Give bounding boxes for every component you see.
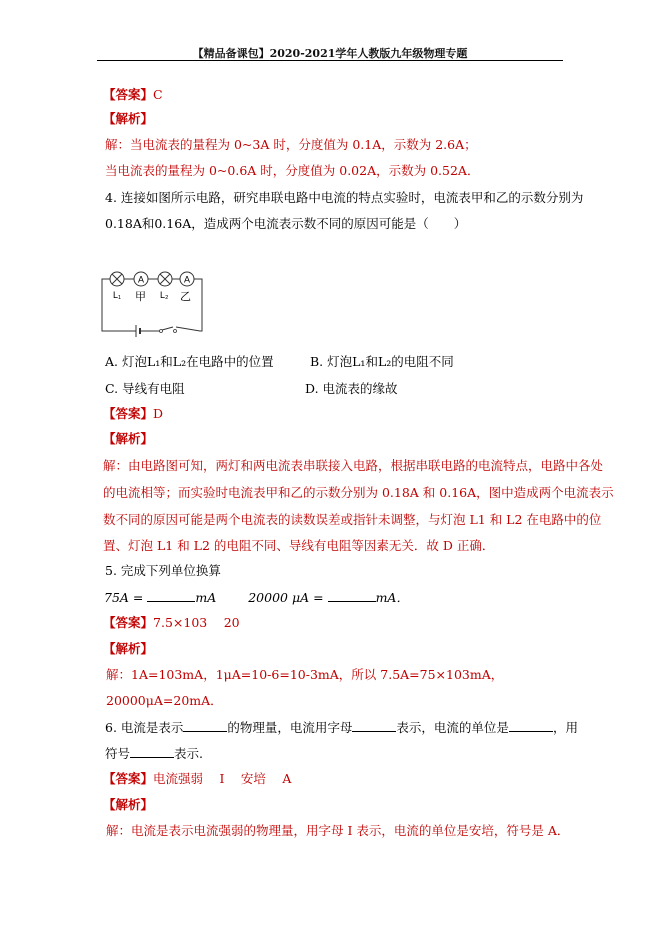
q5-analysis-line1: 解：1A=103mA，1μA=10-6=10-3mA，所以 7.5A=75×103mA， (106, 667, 504, 682)
label-yi: 乙 (180, 290, 191, 303)
q4-analysis-line1: 解：由电路图可知，两灯和两电流表串联接入电路，根据串联电路的电流特点，电路中各处 (103, 458, 604, 473)
q6-analysis-tag: 【解析】 (103, 797, 154, 812)
q5-expression (104, 589, 409, 606)
q6-stem-line1 (105, 719, 578, 736)
q4-option-a: A. 灯泡L₁和L₂在电路中的位置 (105, 354, 274, 369)
q5-answer-value: 7.5×103 20 (153, 615, 240, 630)
q6-blank2 (352, 719, 396, 732)
q4-answer (103, 406, 163, 422)
ammeter-jia-icon (134, 272, 148, 286)
q4-option-d: D. 电流表的缘故 (305, 381, 398, 396)
q5-stem: 5. 完成下列单位换算 (105, 563, 221, 578)
switch-lever (162, 327, 173, 330)
q4-option-b: B. 灯泡L₁和L₂的电阻不同 (310, 354, 454, 369)
q4-answer-value: D (153, 406, 164, 421)
q6-stem-line2 (105, 745, 203, 762)
q5-expr1-unit: mA (195, 590, 217, 605)
q6-answer-value: 电流强弱 I 安培 A (153, 771, 292, 786)
q6-blank3 (509, 719, 553, 732)
q5-expr2-left: 20000 μA = (248, 590, 324, 605)
q6-stem2-part-a: 符号 (105, 746, 131, 761)
q5-answer (103, 615, 240, 631)
q5-expr1-left: 75A = (104, 590, 144, 605)
q6-stem-part-d: ，用 (552, 720, 578, 735)
q6-answer-tag: 【答案】 (103, 771, 154, 786)
q5-blank2 (328, 589, 376, 602)
switch-contact-right (174, 330, 177, 333)
q4-stem-line2: 0.18A和0.16A，造成两个电流表示数不同的原因可能是（ ） (105, 216, 467, 231)
q6-blank4 (130, 745, 174, 758)
q5-analysis-line2: 20000μA=20mA． (106, 693, 223, 708)
q6-answer (103, 771, 291, 787)
q4-answer-tag: 【答案】 (103, 406, 154, 421)
q6-stem2-part-b: 表示. (174, 746, 203, 761)
q6-blank1 (183, 719, 227, 732)
label-l2: L₂ (160, 290, 169, 300)
q4-stem-line1: 4. 连接如图所示电路，研究串联电路中电流的特点实验时，电流表甲和乙的示数分别为 (105, 190, 584, 205)
q4-analysis-tag: 【解析】 (103, 431, 154, 446)
circuit-diagram (100, 267, 210, 337)
q3-analysis-line1: 解：当电流表的量程为 0~3A 时，分度值为 0.1A，示数为 2.6A； (105, 137, 477, 152)
label-jia: 甲 (135, 290, 146, 303)
q3-analysis-line2: 当电流表的量程为 0~0.6A 时，分度值为 0.02A，示数为 0.52A． (105, 163, 480, 178)
q3-answer-value: C (153, 87, 163, 102)
q3-answer-tag: 【答案】 (103, 87, 154, 102)
label-l1: L₁ (113, 290, 122, 300)
page-header: 【精品备课包】2020-2021学年人教版九年级物理专题 (192, 47, 468, 60)
q3-analysis-tag: 【解析】 (103, 111, 154, 126)
ammeter-yi-icon (180, 272, 194, 286)
q3-answer (103, 87, 163, 103)
q4-analysis-line4: 置、灯泡 L1 和 L2 的电阻不同、导线有电阻等因素无关．故 D 正确． (103, 538, 495, 553)
q5-answer-tag: 【答案】 (103, 615, 154, 630)
q6-analysis-line1: 解：电流是表示电流强弱的物理量，用字母 I 表示，电流的单位是安培，符号是 A． (106, 823, 570, 838)
q4-analysis-line3: 数不同的原因可能是两个电流表的读数误差或指针未调整，与灯泡 L1 和 L2 在电路中的位 (103, 512, 602, 527)
q5-blank1 (147, 589, 195, 602)
q5-analysis-tag: 【解析】 (103, 641, 154, 656)
ammeter-jia-symbol: A (137, 274, 145, 285)
q6-stem-part-a: 6. 电流是表示 (105, 720, 184, 735)
q5-expr2-unit: mA． (375, 590, 409, 605)
q4-analysis-line2: 的电流相等；而实验时电流表甲和乙的示数分别为 0.18A 和 0.16A，图中造成两个电流表示 (103, 485, 614, 500)
q4-option-c: C. 导线有电阻 (105, 381, 185, 396)
q6-stem-part-b: 的物理量，电流用字母 (227, 720, 353, 735)
ammeter-yi-symbol: A (183, 274, 191, 285)
lamp-l1-icon (110, 272, 124, 286)
header-divider (97, 60, 563, 61)
lamp-l2-icon (158, 272, 172, 286)
q6-stem-part-c: 表示，电流的单位是 (396, 720, 509, 735)
